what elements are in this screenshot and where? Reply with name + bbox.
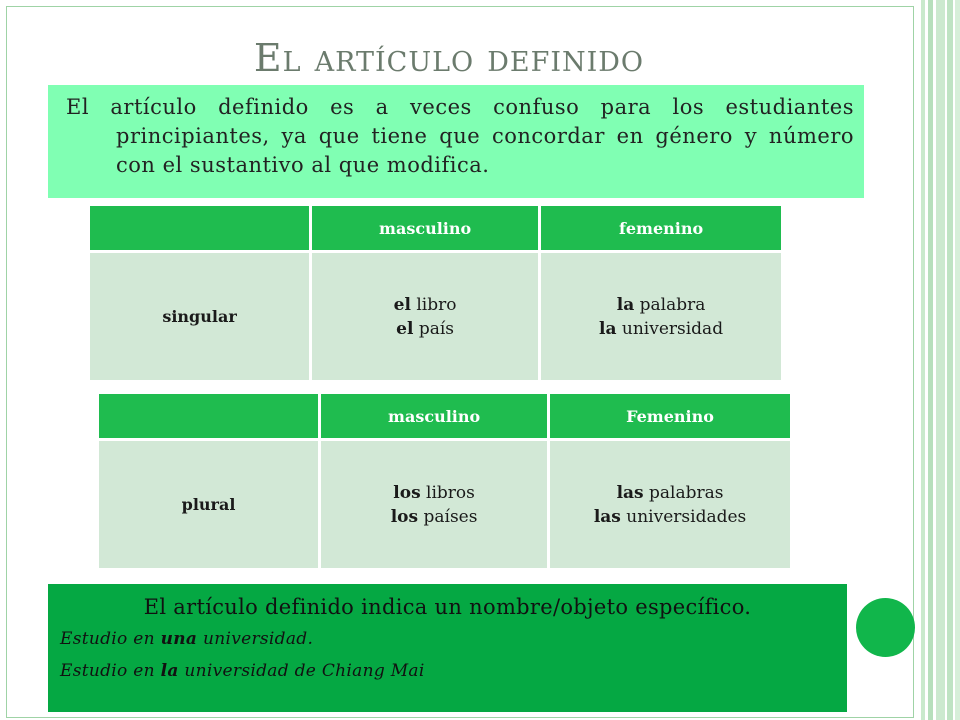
noun: palabra bbox=[639, 294, 706, 315]
article: los bbox=[393, 482, 421, 503]
article: la bbox=[616, 294, 635, 315]
decor-stripe bbox=[936, 0, 945, 720]
cell-singular-fem bbox=[540, 252, 783, 382]
header-cell-masculino: masculino bbox=[311, 205, 540, 252]
example-text: Estudio en bbox=[60, 629, 155, 649]
list-item bbox=[321, 505, 547, 529]
decor-stripe bbox=[921, 0, 925, 720]
example-text: universidad. bbox=[202, 629, 314, 649]
plural-table bbox=[96, 391, 793, 571]
note-box bbox=[48, 584, 847, 712]
row-label-singular: singular bbox=[89, 252, 311, 382]
cell-plural-masc bbox=[320, 440, 549, 570]
article: el bbox=[396, 318, 414, 339]
noun: países bbox=[423, 506, 478, 527]
header-cell-empty bbox=[98, 393, 320, 440]
article: el bbox=[393, 294, 411, 315]
header-cell-femenino: femenino bbox=[540, 205, 783, 252]
decor-stripe bbox=[955, 0, 960, 720]
list-item bbox=[550, 505, 790, 529]
intro-text: El artículo definido es a veces confuso para los estudiantes principiantes, ya que tiene que concordar en género y número con el sustantivo al que modifica. bbox=[48, 85, 864, 198]
decor-stripe bbox=[947, 0, 953, 720]
header-cell-femenino: Femenino bbox=[549, 393, 792, 440]
list-item bbox=[541, 317, 781, 341]
table-row bbox=[89, 252, 783, 382]
article: las bbox=[593, 506, 621, 527]
list-item bbox=[312, 317, 538, 341]
list-item bbox=[312, 293, 538, 317]
cell-plural-fem bbox=[549, 440, 792, 570]
header-cell-empty bbox=[89, 205, 311, 252]
noun: libro bbox=[416, 294, 457, 315]
list-item bbox=[541, 293, 781, 317]
list-item bbox=[550, 481, 790, 505]
noun: libros bbox=[426, 482, 475, 503]
noun: universidad bbox=[621, 318, 724, 339]
header-cell-masculino: masculino bbox=[320, 393, 549, 440]
table-header-row bbox=[89, 205, 783, 252]
example-article: la bbox=[160, 661, 179, 681]
row-label-plural: plural bbox=[98, 440, 320, 570]
note-main-text: El artículo definido indica un nombre/objeto específico. bbox=[143, 595, 752, 619]
article: la bbox=[599, 318, 617, 339]
decor-stripe bbox=[928, 0, 933, 720]
list-item bbox=[321, 481, 547, 505]
table-header-row bbox=[98, 393, 792, 440]
cell-singular-masc bbox=[311, 252, 540, 382]
singular-table bbox=[87, 203, 784, 383]
article: las bbox=[616, 482, 644, 503]
example-sentence bbox=[60, 658, 835, 684]
slide-title: El artículo definido bbox=[253, 36, 645, 80]
example-article: una bbox=[160, 629, 198, 649]
example-text: universidad de Chiang Mai bbox=[184, 661, 425, 681]
article: los bbox=[390, 506, 419, 527]
decor-circle bbox=[856, 598, 915, 657]
table-row bbox=[98, 440, 792, 570]
example-sentence bbox=[60, 626, 835, 652]
noun: palabras bbox=[649, 482, 724, 503]
noun: universidades bbox=[626, 506, 747, 527]
example-text: Estudio en bbox=[60, 661, 155, 681]
noun: país bbox=[418, 318, 455, 339]
